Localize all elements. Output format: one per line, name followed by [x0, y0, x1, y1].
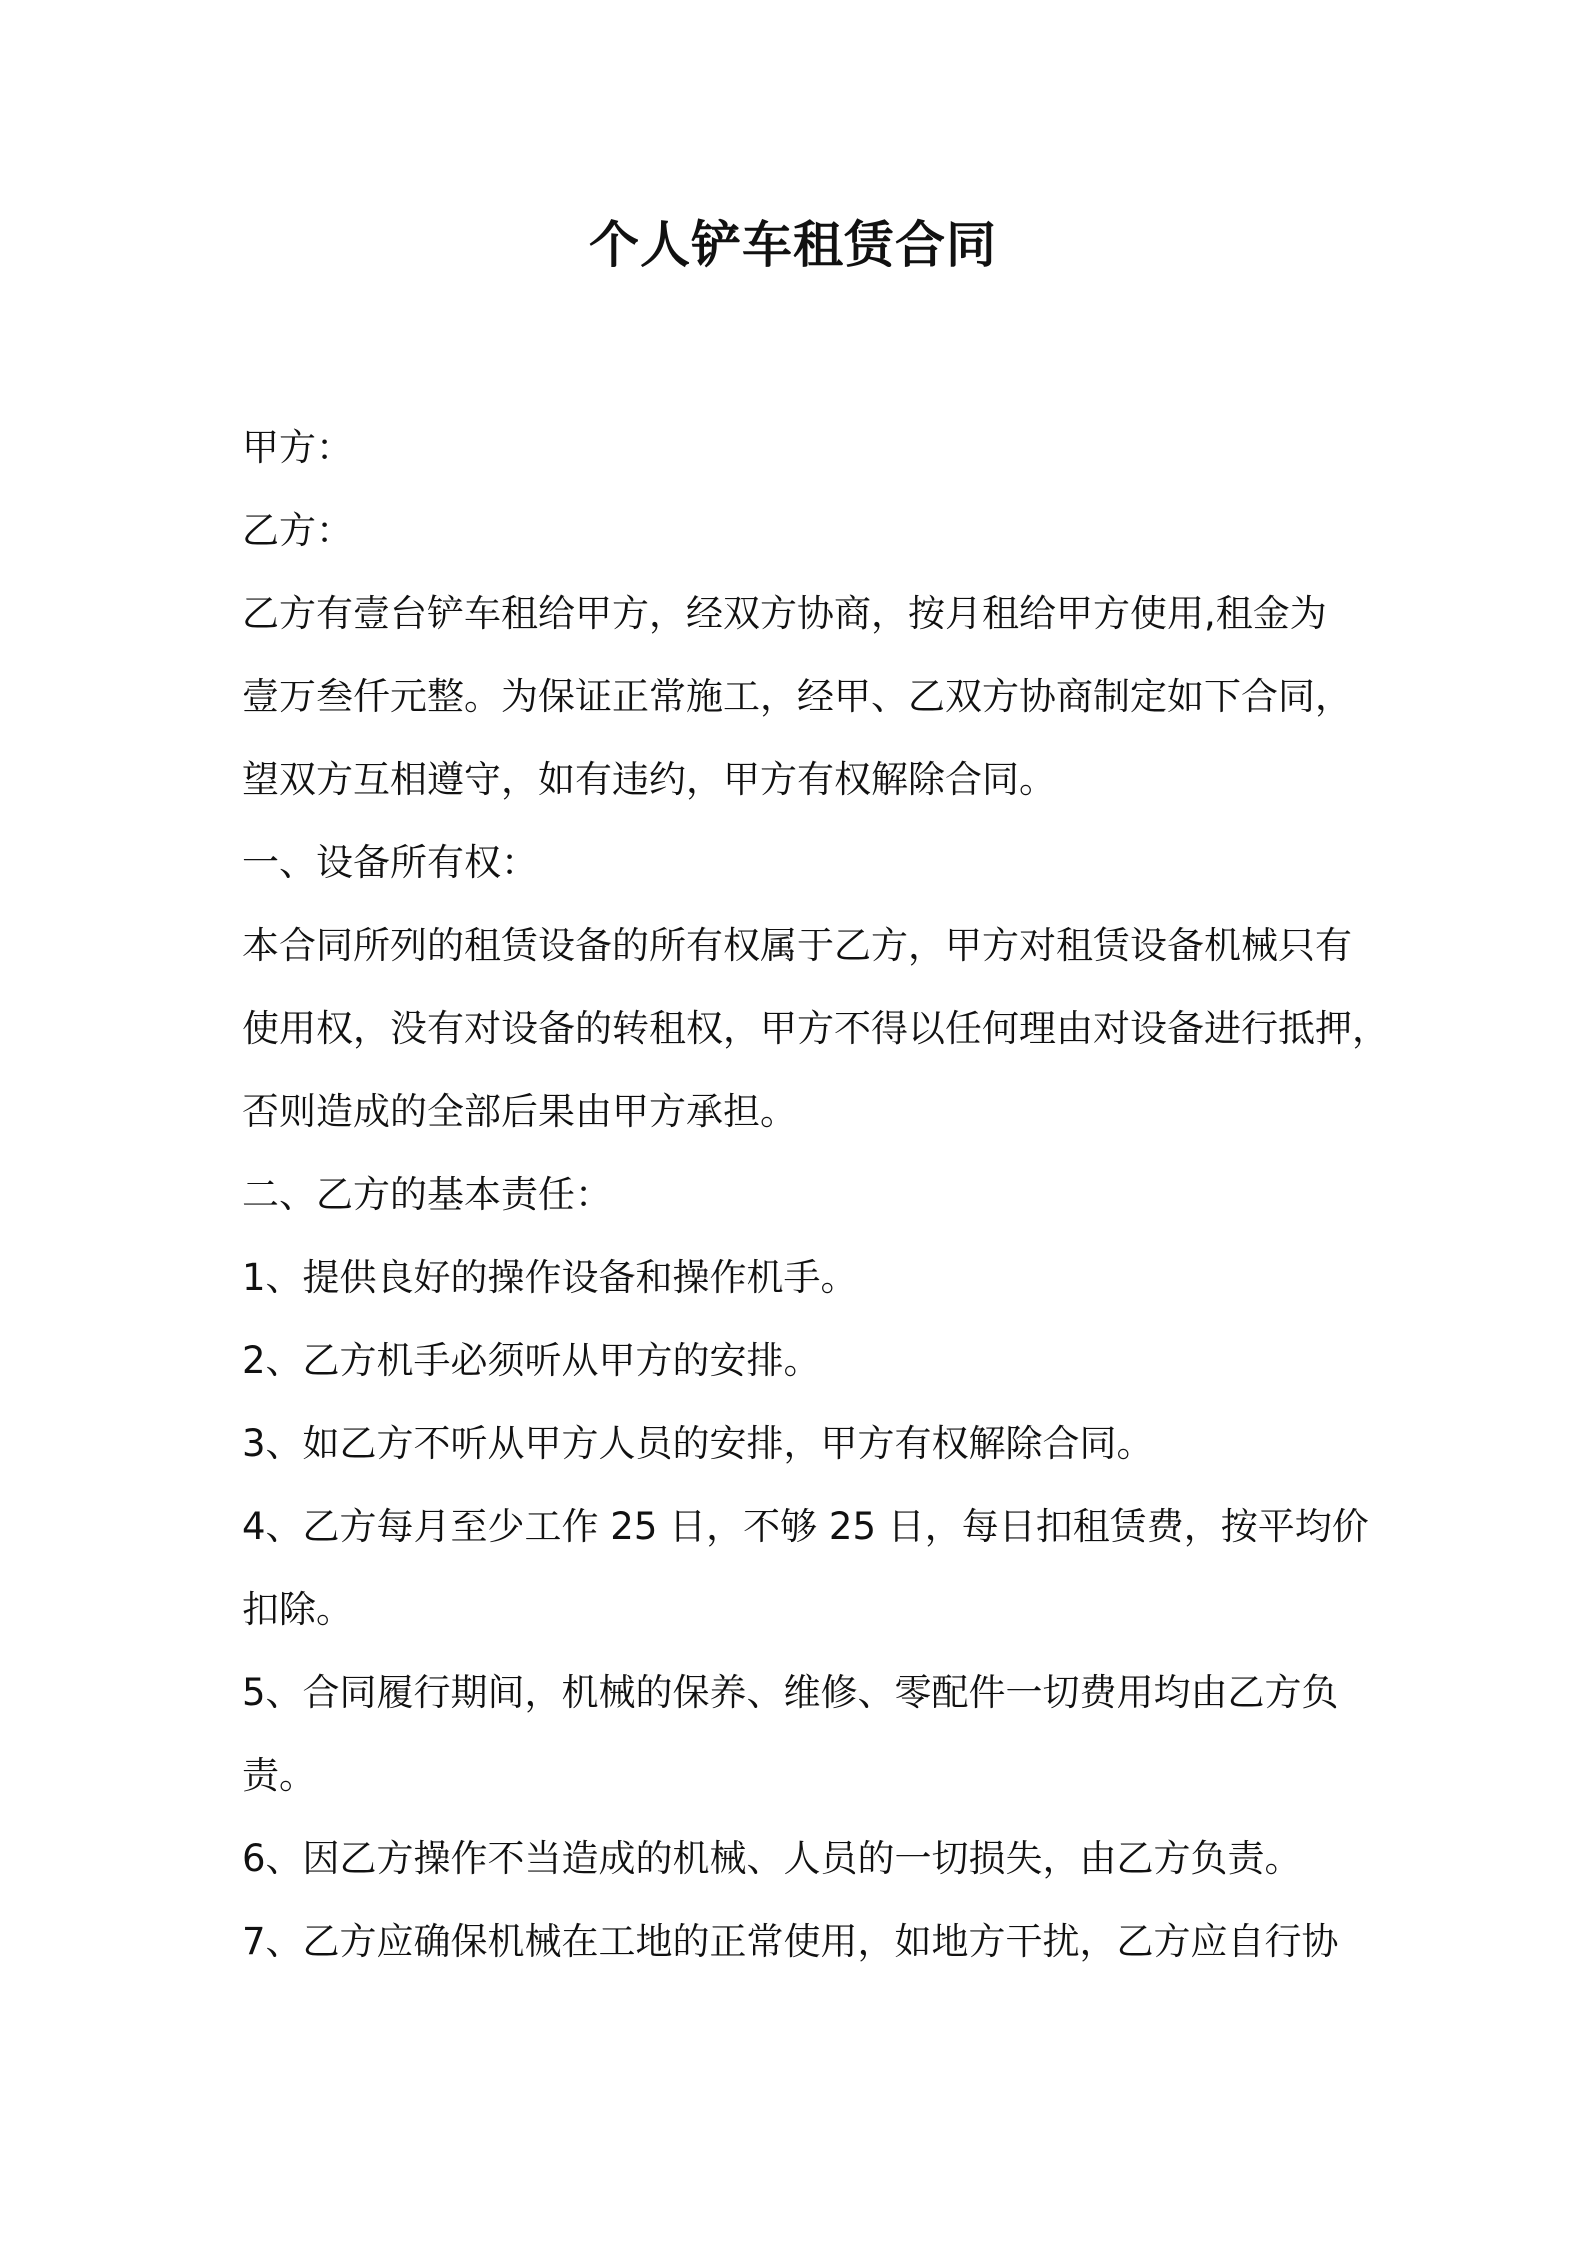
clause-line: 6、因乙方操作不当造成的机械、人员的一切损失，由乙方负责。 — [242, 1837, 1302, 1880]
preamble-line: 壹万叁仟元整。为保证正常施工，经甲、乙双方协商制定如下合同， — [242, 675, 1352, 718]
document-title: 个人铲车租赁合同 — [589, 216, 997, 274]
section-heading-ownership: 一、设备所有权： — [242, 841, 538, 884]
clause-line: 责。 — [242, 1754, 316, 1797]
paragraph-line: 否则造成的全部后果由甲方承担。 — [242, 1090, 797, 1133]
clause-line: 2、乙方机手必须听从甲方的安排。 — [242, 1339, 821, 1382]
preamble-line: 望双方互相遵守，如有违约，甲方有权解除合同。 — [242, 758, 1056, 801]
clause-line: 7、乙方应确保机械在工地的正常使用，如地方干扰，乙方应自行协 — [242, 1920, 1339, 1963]
clause-line: 1、提供良好的操作设备和操作机手。 — [242, 1256, 858, 1299]
paragraph-line: 本合同所列的租赁设备的所有权属于乙方，甲方对租赁设备机械只有 — [242, 924, 1352, 967]
party-b-line: 乙方： — [242, 509, 353, 552]
paragraph-line: 使用权，没有对设备的转租权，甲方不得以任何理由对设备进行抵押， — [242, 1007, 1389, 1050]
section-heading-responsibilities: 二、乙方的基本责任： — [242, 1173, 612, 1216]
clause-line: 3、如乙方不听从甲方人员的安排，甲方有权解除合同。 — [242, 1422, 1154, 1465]
party-a-line: 甲方： — [242, 426, 353, 469]
clause-line: 4、乙方每月至少工作 25 日，不够 25 日，每日扣租赁费，按平均价 — [242, 1505, 1369, 1548]
document-body — [242, 406, 1389, 1983]
preamble-line: 乙方有壹台铲车租给甲方，经双方协商，按月租给甲方使用,租金为 — [242, 592, 1327, 635]
clause-line: 5、合同履行期间，机械的保养、维修、零配件一切费用均由乙方负 — [242, 1671, 1339, 1714]
clause-line: 扣除。 — [242, 1588, 353, 1631]
